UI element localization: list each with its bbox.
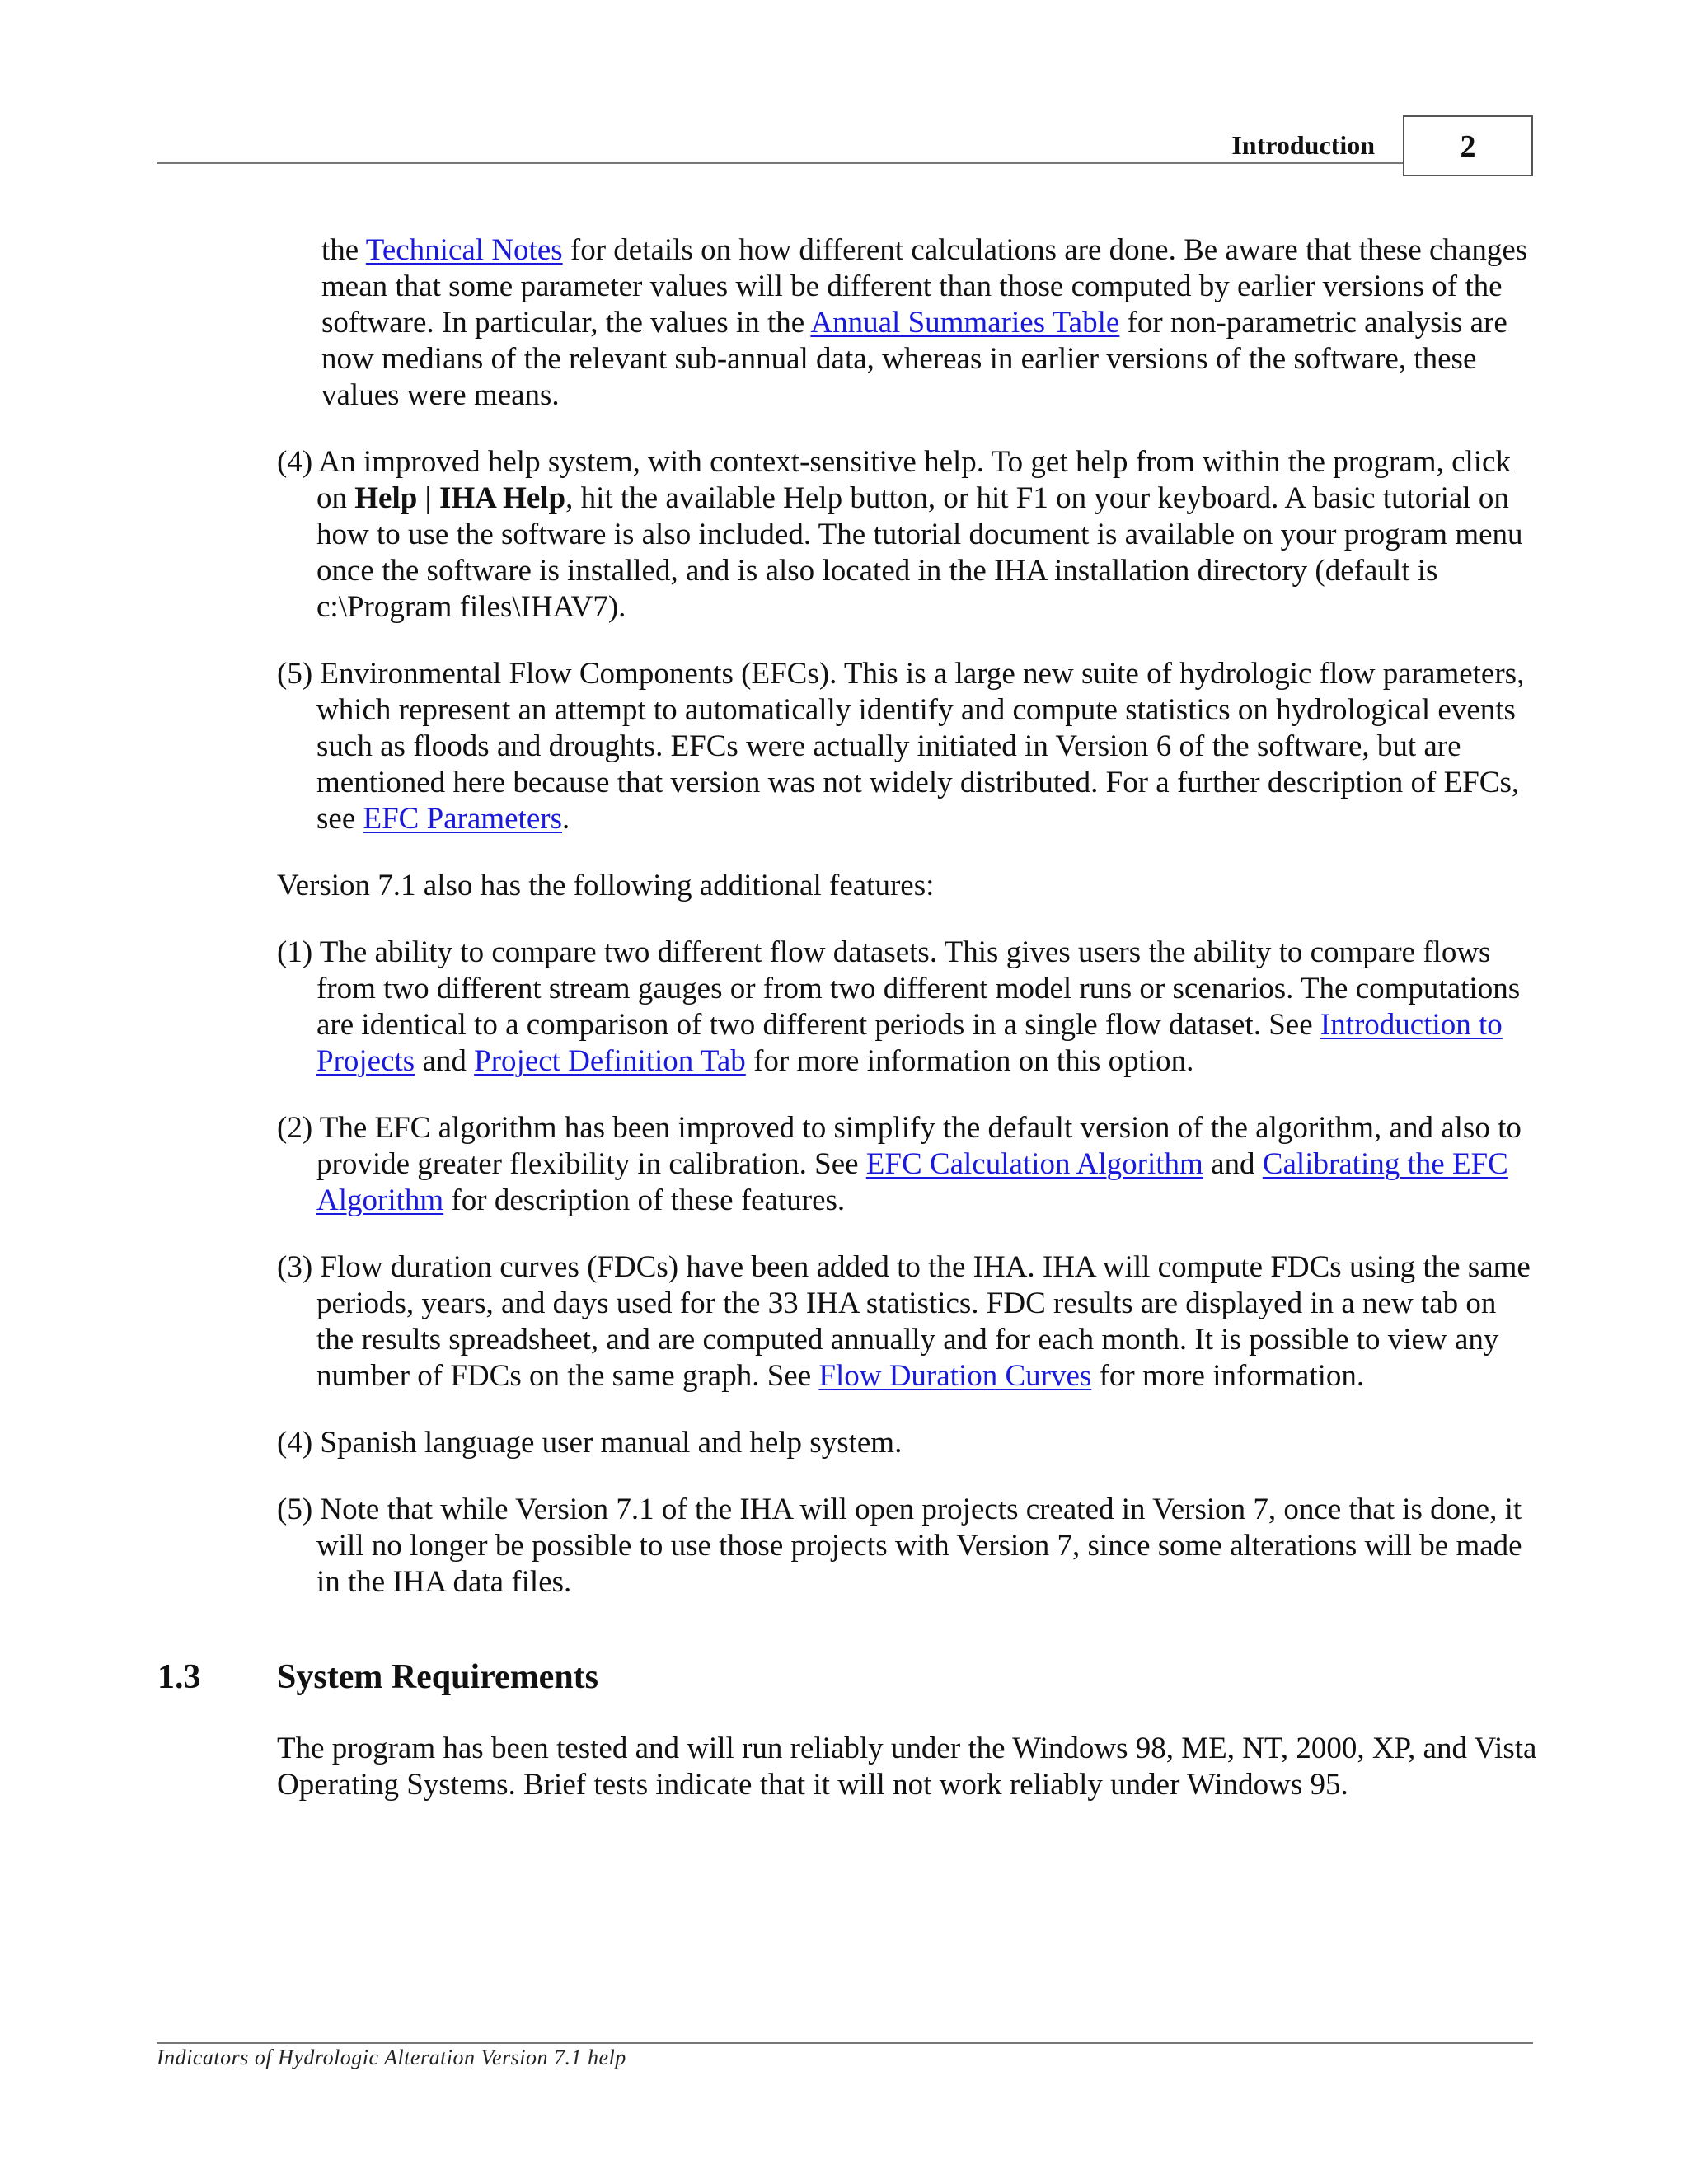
link-technical-notes[interactable]: Technical Notes	[365, 233, 563, 267]
text-run: (5) Environmental Flow Components (EFCs). This is a large new suite of hydrologic flow parameters, which represent an attempt to automatically identify and compute statistics on hydrological events such as floods and droughts. EFCs were actually initiated in Version 6 of the software, but are mentioned here because that version was not widely distributed. For a further description of EFCs, see	[277, 657, 1525, 836]
text-run: .	[561, 802, 570, 836]
link-introduction-to-projects[interactable]: Introduction to Projects	[316, 1008, 1503, 1078]
text-run: for more information on this option.	[745, 1044, 1194, 1078]
list-item-spanish-manual: (4) Spanish language user manual and help system.	[277, 1426, 903, 1460]
section-title: System Requirements	[277, 1658, 599, 1696]
link-annual-summaries-table[interactable]: Annual Summaries Table	[810, 306, 1120, 340]
text-run: , hit the available Help button, or hit F1 on your keyboard. A basic tutorial on how to use the software is also included. The tutorial document is available on your program menu once the software is installed, and is also located in the IHA installation directory (default is c:\Program files\IHAV7).	[316, 481, 1523, 624]
link-efc-calculation-algorithm[interactable]: EFC Calculation Algorithm	[865, 1147, 1203, 1181]
text-run: (3) Flow duration curves (FDCs) have been added to the IHA. IHA will compute FDCs using the same periods, years, and days used for the 33 IHA statistics. FDC results are displayed in a new tab on the results spreadsheet, and are computed annually and for each month. It is possible to view any number of FDCs on the same graph. See	[277, 1250, 1531, 1393]
text-run: and	[1203, 1147, 1263, 1181]
paragraph-version-71-intro: Version 7.1 also has the following additional features:	[277, 869, 935, 902]
text-run: and	[415, 1044, 475, 1078]
link-calibrating-efc-algorithm[interactable]: Calibrating the EFC Algorithm	[316, 1147, 1508, 1217]
link-efc-parameters[interactable]: EFC Parameters	[363, 802, 562, 836]
list-item-help-system	[277, 444, 1538, 626]
section-number: 1.3	[157, 1658, 201, 1696]
page-header	[157, 115, 1533, 180]
list-item-compare-datasets	[277, 935, 1538, 1080]
text-run: for details on how different calculations are done. Be aware that these changes mean that some parameter values will be different than those computed by earlier versions of the software. In particular, the values in the	[321, 233, 1528, 340]
page-number: 2	[1403, 115, 1533, 176]
header-title: Introduction	[1231, 130, 1375, 160]
list-item-efcs	[277, 656, 1538, 837]
text-run: for non-parametric analysis are now medians of the relevant sub-annual data, whereas in earlier versions of the software, these values were means.	[321, 306, 1507, 412]
list-item-flow-duration-curves	[277, 1249, 1538, 1394]
paragraph-system-requirements: The program has been tested and will run reliably under the Windows 98, ME, NT, 2000, XP, and Vista Operating Systems. Brief tests indicate that it will not work reliably under Windows 95.	[277, 1732, 1537, 1802]
footer-text: Indicators of Hydrologic Alteration Version 7.1 help	[157, 2046, 626, 2069]
text-run: for description of these features.	[443, 1183, 846, 1217]
list-item-efc-algorithm	[277, 1110, 1538, 1219]
section-heading	[157, 1657, 1538, 1698]
text-run: for more information.	[1091, 1359, 1365, 1393]
footer-rule	[157, 2042, 1533, 2044]
text-run: (1) The ability to compare two different flow datasets. This gives users the ability to compare flows from two different stream gauges or from two different model runs or scenarios. The computations are identical to a comparison of two different periods in a single flow dataset. See	[277, 935, 1521, 1042]
link-project-definition-tab[interactable]: Project Definition Tab	[474, 1044, 746, 1078]
text-run: (2) The EFC algorithm has been improved to simplify the default version of the algorithm, and also to provide greater flexibility in calibration. See	[277, 1111, 1522, 1181]
link-flow-duration-curves[interactable]: Flow Duration Curves	[818, 1359, 1092, 1393]
document-body	[157, 232, 1538, 1834]
paragraph-technical-notes	[277, 232, 1538, 414]
list-item-version-compat: (5) Note that while Version 7.1 of the IHA will open projects created in Version 7, once that is done, it will no longer be possible to use those projects with Version 7, since some alterations will be made in the IHA data files.	[277, 1493, 1522, 1599]
header-rule	[157, 162, 1533, 164]
text-run: (4) An improved help system, with context-sensitive help. To get help from within the program, click on	[277, 445, 1511, 515]
menu-path-help: Help | IHA Help	[354, 481, 566, 515]
text-run: the	[321, 233, 366, 267]
